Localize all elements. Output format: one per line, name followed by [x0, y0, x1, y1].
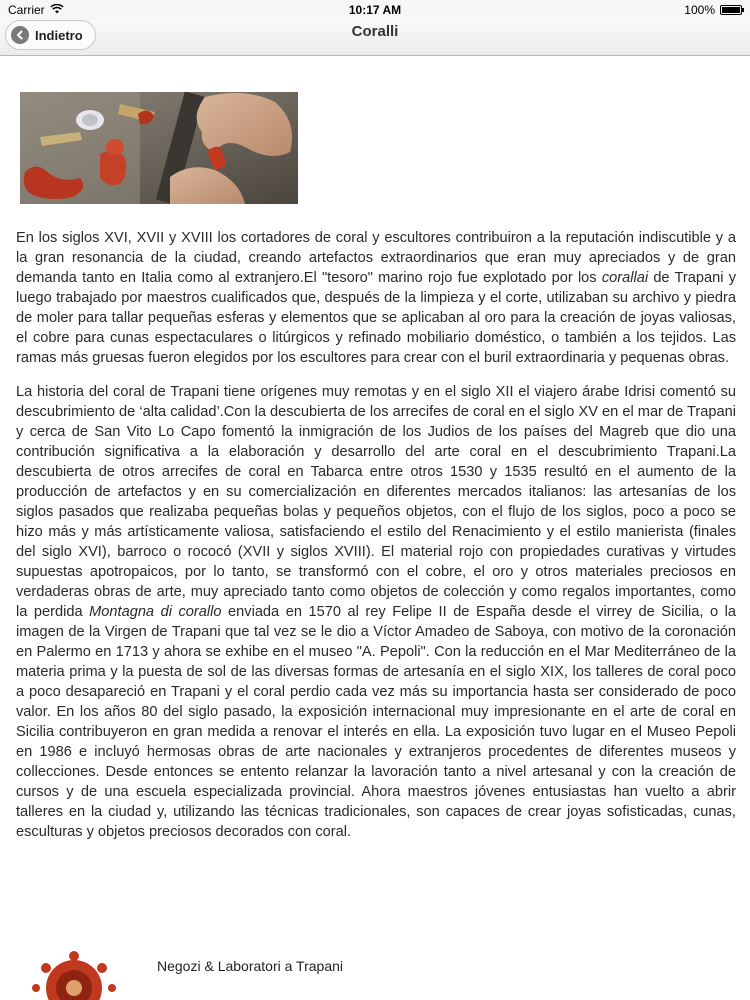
back-button-label: Indietro [35, 27, 83, 43]
navigation-bar [0, 20, 750, 56]
coral-ornament-icon[interactable] [28, 948, 120, 1000]
article-paragraph [16, 228, 736, 368]
paragraph-text: de Trapani y luego trabajado por maestros cualificados que, después de la limpieza y el corte, utilizaban su archivo y piedra de moler para tallar pequeñas esferas y elementos que se aplicaban al oro para la creación de joyas valiosas, el cobre para cunas espectaculares o litúrgicos y refinado mobiliario doméstico, o también a los tejidos. Las ramas más gruesas fueron elegidos por los escultores para crear con el buril extraordinaria y pequenas obras. [16, 270, 736, 366]
carrier-label: Carrier [8, 3, 45, 17]
shops-and-workshops-link[interactable]: Negozi & Laboratori a Trapani [157, 958, 343, 974]
status-right [684, 3, 742, 17]
paragraph-emphasis: Montagna di corallo [89, 604, 222, 620]
status-bar [0, 0, 750, 20]
paragraph-text: En los siglos XVI, XVII y XVIII los cortadores de coral y escultores contribuiron a la reputación indiscutible y a la gran resonancia de la ciudad, creando artefactos extraordinarios que eran muy apreciados y de gran demanda tanto en Italia como al extranjero.El "tesoro" marino rojo fue explotado por los [16, 230, 736, 286]
battery-percent: 100% [684, 3, 715, 17]
battery-icon [720, 5, 742, 15]
page-title: Coralli [351, 23, 399, 40]
status-time: 10:17 AM [348, 3, 402, 17]
paragraph-text: enviada en 1570 al rey Felipe II de España desde el virrey de Sicilia, o la imagen de la Virgen de Trapani que tal vez se le dio a Víctor Amadeo de Saboya, con motivo de la coronación en Palermo en 1713 y ahora se exhibe en el museo "A. Pepoli". Con la reducción en el Mar Mediterráneo de la materia prima y la puesta de sol de las diversas formas de artesanía en el siglo XIX, los talleres de coral poco a poco desapareció en Trapani y el coral perdio cada vez más su importancia hasta ser considerado de poco valor. En los años 80 del siglo pasado, la exposición internacional muy impresionante en el arte de coral en Sicilia contribuyeron en gran medida a renovar el interés en ella. La exposición tuvo lugar en el Museo Pepoli en 1986 e incluyó hermosas obras de arte nacionales y extranjeros procedentes de diferentes museos y collecciones. Desde entonces se entento relanzar la lavoración tanto a nivel artesanal y con la creación de cursos y de una escuela especializada provincial. Ahora maestros jóvenes entusiastas han vuelto a abrir talleres en la ciudad y, utilizando las técnicas tradicionales, son capaces de crear joyas sofisticadas, cunas, esculturas y objetos preciosos decorados con coral. [16, 604, 736, 840]
paragraph-text: La historia del coral de Trapani tiene orígenes muy remotas y en el siglo XII el viajero árabe Idrisi comentó su descubrimiento de ‘alta calidad’.Con la descubierta de los arrecifes de coral en el siglo XV en el mar de Trapani y cerca de San Vito Lo Capo fomentó la inmigración de los Judios de los países del Magreb que dio una contribución significativa a la elaboración y desarrollo del arte coral en el descubrimiento Trapani.La descubierta de otros arrecifes de coral en Tabarca entre otros 1530 y 1535 resultó en el aumento de la producción de artefactos y en su comercialización en diferentes mercados italianos: las artesanías de los siglos pasados que realizaba pequeñas bolas y pequeños objetos, con el flujo de los siglos, poco a poco se hizo más y más artísticamente valiosa, satisfaciendo el estilo del Renacimiento y el estilo manierista (finales del siglo XVI), barroco o rococó (XVII y siglos XVIII). El material rojo con propiedades curativas y virtudes supuestas apotropaicos, por lo tanto, se transformó con el cobre, el oro y otros materiales preciosos en verdaderas obras de arte, muy apreciado tanto como objetos de colección y como regalos importantes, como la perdida [16, 384, 736, 620]
article-paragraph [16, 382, 736, 842]
paragraph-emphasis: corallai [601, 270, 649, 286]
article-body [16, 228, 736, 856]
coral-workshop-photo [20, 92, 298, 204]
